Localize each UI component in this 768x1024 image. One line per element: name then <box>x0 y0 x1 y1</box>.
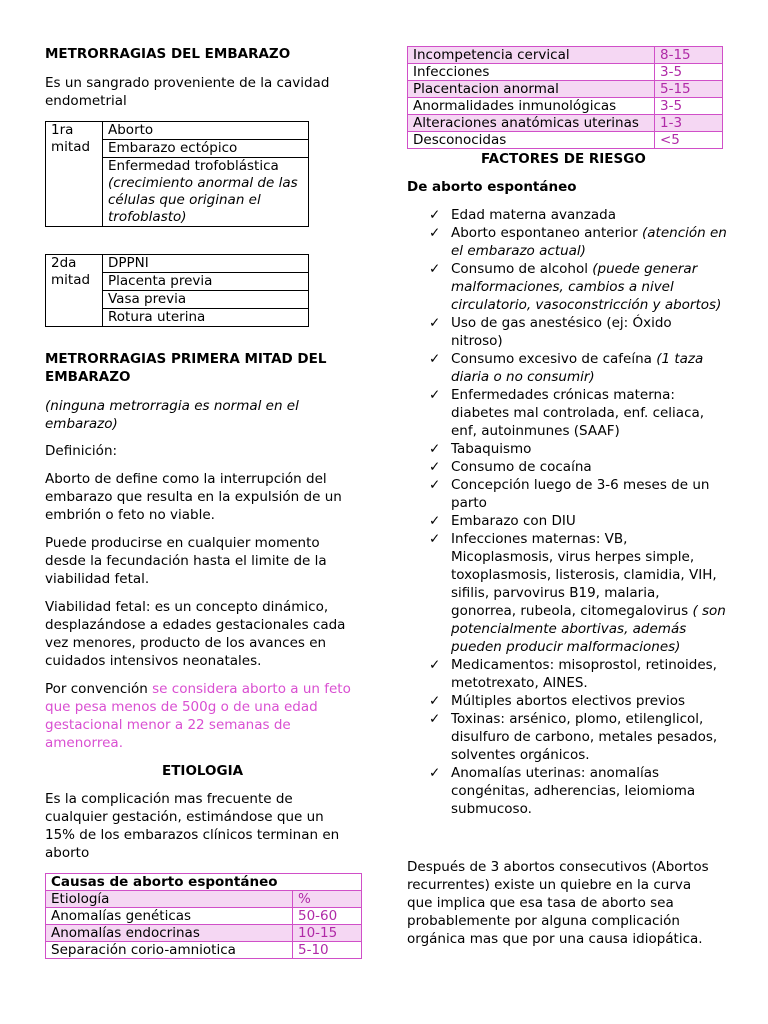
cause-pct: 5-15 <box>655 81 723 98</box>
risk-factor-item <box>407 530 727 656</box>
risk-factor-text: Tabaquismo <box>451 441 532 457</box>
cell-trofoblastica: Enfermedad trofoblástica (crecimiento anormal de las células que originan el trofoblasto) <box>103 158 309 227</box>
causes-table <box>45 873 362 959</box>
cause-pct: 3-5 <box>655 98 723 115</box>
checkmark-icon: ✓ <box>429 225 441 241</box>
cause-name: Anomalías genéticas <box>46 908 293 925</box>
cause-pct: 5-10 <box>293 942 362 959</box>
risk-factor-item <box>407 458 727 476</box>
risk-factor-item <box>407 314 727 350</box>
risk-factor-text: Medicamentos: misoprostol, retinoides, metotrexato, AINES. <box>451 657 717 691</box>
risk-factor-text: Consumo de alcohol <box>451 261 588 277</box>
definition-label: Definición: <box>45 443 118 459</box>
cause-name: Separación corio-amniotica <box>46 942 293 959</box>
risk-factor-text: Múltiples abortos electivos previos <box>451 693 686 709</box>
definition-paragraph: Aborto de define como la interrupción del embarazo que resulta en la expulsión de un embrión o feto no viable. <box>45 471 342 523</box>
highlighted-text: se considera aborto a un feto que pesa menos de 500g o de una edad gestacional menor a 22 semanas de amenorrea. <box>45 681 351 751</box>
trofoblasto-note: (crecimiento anormal de las células que originan el trofoblasto) <box>108 175 298 225</box>
risk-factor-item <box>407 386 727 440</box>
risk-factor-text: Enfermedades crónicas materna: diabetes mal controlada, enf. celiaca, enf, autoinmunes (SAAF) <box>451 387 705 439</box>
risk-factor-text: Concepción luego de 3-6 meses de un parto <box>451 477 710 511</box>
risk-factor-text: Consumo de cocaína <box>451 459 592 475</box>
risk-factor-item <box>407 206 727 224</box>
checkmark-icon: ✓ <box>429 441 441 457</box>
section-title-2: METRORRAGIAS PRIMERA MITAD DEL EMBARAZO <box>45 351 327 385</box>
risk-factor-text: Toxinas: arsénico, plomo, etilenglicol, disulfuro de carbono, metales pesados, solventes orgánicos. <box>451 711 718 763</box>
risk-factor-item <box>407 656 727 692</box>
checkmark-icon: ✓ <box>429 513 441 529</box>
cell-dppni: DPPNI <box>103 255 309 273</box>
risk-factor-item <box>407 476 727 512</box>
cause-name: Anormalidades inmunológicas <box>408 98 655 115</box>
risk-factor-list <box>407 206 727 818</box>
risk-factor-text: Edad materna avanzada <box>451 207 616 223</box>
cause-pct: 3-5 <box>655 64 723 81</box>
cause-name: Placentacion anormal <box>408 81 655 98</box>
checkmark-icon: ✓ <box>429 351 441 367</box>
risk-factor-item <box>407 224 727 260</box>
convention-paragraph: Por convención se considera aborto a un feto que pesa menos de 500g o de una edad gestacional menor a 22 semanas de amenorrea. <box>45 681 351 751</box>
cause-name: Incompetencia cervical <box>408 47 655 64</box>
checkmark-icon: ✓ <box>429 315 441 331</box>
cause-name: Anomalías endocrinas <box>46 925 293 942</box>
checkmark-icon: ✓ <box>429 387 441 403</box>
checkmark-icon: ✓ <box>429 531 441 547</box>
cell-placenta-previa: Placenta previa <box>103 273 309 291</box>
checkmark-icon: ✓ <box>429 693 441 709</box>
risk-factor-note: (atención en el embarazo actual) <box>451 225 727 259</box>
second-half-table <box>45 254 309 327</box>
header-etiologia: Etiología <box>46 891 293 908</box>
risk-factor-item <box>407 512 727 530</box>
cause-name: Desconocidas <box>408 132 655 149</box>
risk-factor-text: Uso de gas anestésico (ej: Óxido nitroso) <box>451 315 672 349</box>
checkmark-icon: ✓ <box>429 477 441 493</box>
risk-factor-text: Consumo excesivo de cafeína <box>451 351 652 367</box>
risk-factor-note: (puede generar malformaciones, cambios a nivel circulatorio, vasoconstricción y abortos) <box>451 261 722 313</box>
cause-pct: 8-15 <box>655 47 723 64</box>
risk-factor-item <box>407 764 727 818</box>
risk-subtitle: De aborto espontáneo <box>407 179 577 195</box>
risk-factor-text: Infecciones maternas: VB, Micoplasmosis, virus herpes simple, toxoplasmosis, listerosis, clamidia, VIH, sifilis, parvovirus B19, malaria, gonorrea, rubeola, citomegalovirus <box>451 531 717 619</box>
risk-title: FACTORES DE RIESGO <box>481 151 646 167</box>
risk-factor-item <box>407 260 727 314</box>
etiologia-paragraph: Es la complicación mas frecuente de cualquier gestación, estimándose que un 15% de los embarazos clínicos terminan en aborto <box>45 791 340 861</box>
cause-pct: 10-15 <box>293 925 362 942</box>
closing-paragraph: Después de 3 abortos consecutivos (Abortos recurrentes) existe un quiebre en la curva que implica que esa tasa de aborto sea probablemente por alguna complicación orgánica mas que por una causa idiopática. <box>407 859 709 947</box>
causes-table-continued <box>407 46 723 149</box>
definition-paragraph: Puede producirse en cualquier momento desde la fecundación hasta el limite de la viabilidad fetal. <box>45 535 327 587</box>
intro-text: Es un sangrado proveniente de la cavidad endometrial <box>45 75 330 109</box>
period-cell: 2da mitad <box>46 255 103 327</box>
risk-factor-item <box>407 440 727 458</box>
cause-name: Alteraciones anatómicas uterinas <box>408 115 655 132</box>
cell-ectopico: Embarazo ectópico <box>103 140 309 158</box>
cell-rotura-uterina: Rotura uterina <box>103 309 309 327</box>
checkmark-icon: ✓ <box>429 711 441 727</box>
note-text: (ninguna metrorragia es normal en el embarazo) <box>45 398 299 432</box>
checkmark-icon: ✓ <box>429 207 441 223</box>
cause-pct: <5 <box>655 132 723 149</box>
section-title: METRORRAGIAS DEL EMBARAZO <box>45 46 291 62</box>
risk-factor-item <box>407 692 727 710</box>
first-half-table <box>45 121 309 227</box>
period-cell: 1ra mitad <box>46 122 103 227</box>
cell-aborto: Aborto <box>103 122 309 140</box>
risk-factor-text: Aborto espontaneo anterior <box>451 225 638 241</box>
risk-factor-note: (1 taza diaria o no consumir) <box>451 351 704 385</box>
checkmark-icon: ✓ <box>429 657 441 673</box>
checkmark-icon: ✓ <box>429 261 441 277</box>
cause-name: Infecciones <box>408 64 655 81</box>
cell-vasa-previa: Vasa previa <box>103 291 309 309</box>
cause-pct: 1-3 <box>655 115 723 132</box>
viability-paragraph: Viabilidad fetal: es un concepto dinámico, desplazándose a edades gestacionales cada vez menores, producto de los avances en cuidados intensivos neonatales. <box>45 599 346 669</box>
risk-factor-note: ( son potencialmente abortivas, además pueden producir malformaciones) <box>451 603 726 655</box>
header-pct: % <box>293 891 362 908</box>
risk-factor-item <box>407 710 727 764</box>
risk-factor-text: Anomalías uterinas: anomalías congénitas, adherencias, leiomioma submucoso. <box>451 765 696 817</box>
etiologia-title: ETIOLOGIA <box>162 763 244 779</box>
cause-pct: 50-60 <box>293 908 362 925</box>
checkmark-icon: ✓ <box>429 459 441 475</box>
risk-factor-item <box>407 350 727 386</box>
checkmark-icon: ✓ <box>429 765 441 781</box>
causes-title: Causas de aborto espontáneo <box>46 874 362 891</box>
risk-factor-text: Embarazo con DIU <box>451 513 576 529</box>
